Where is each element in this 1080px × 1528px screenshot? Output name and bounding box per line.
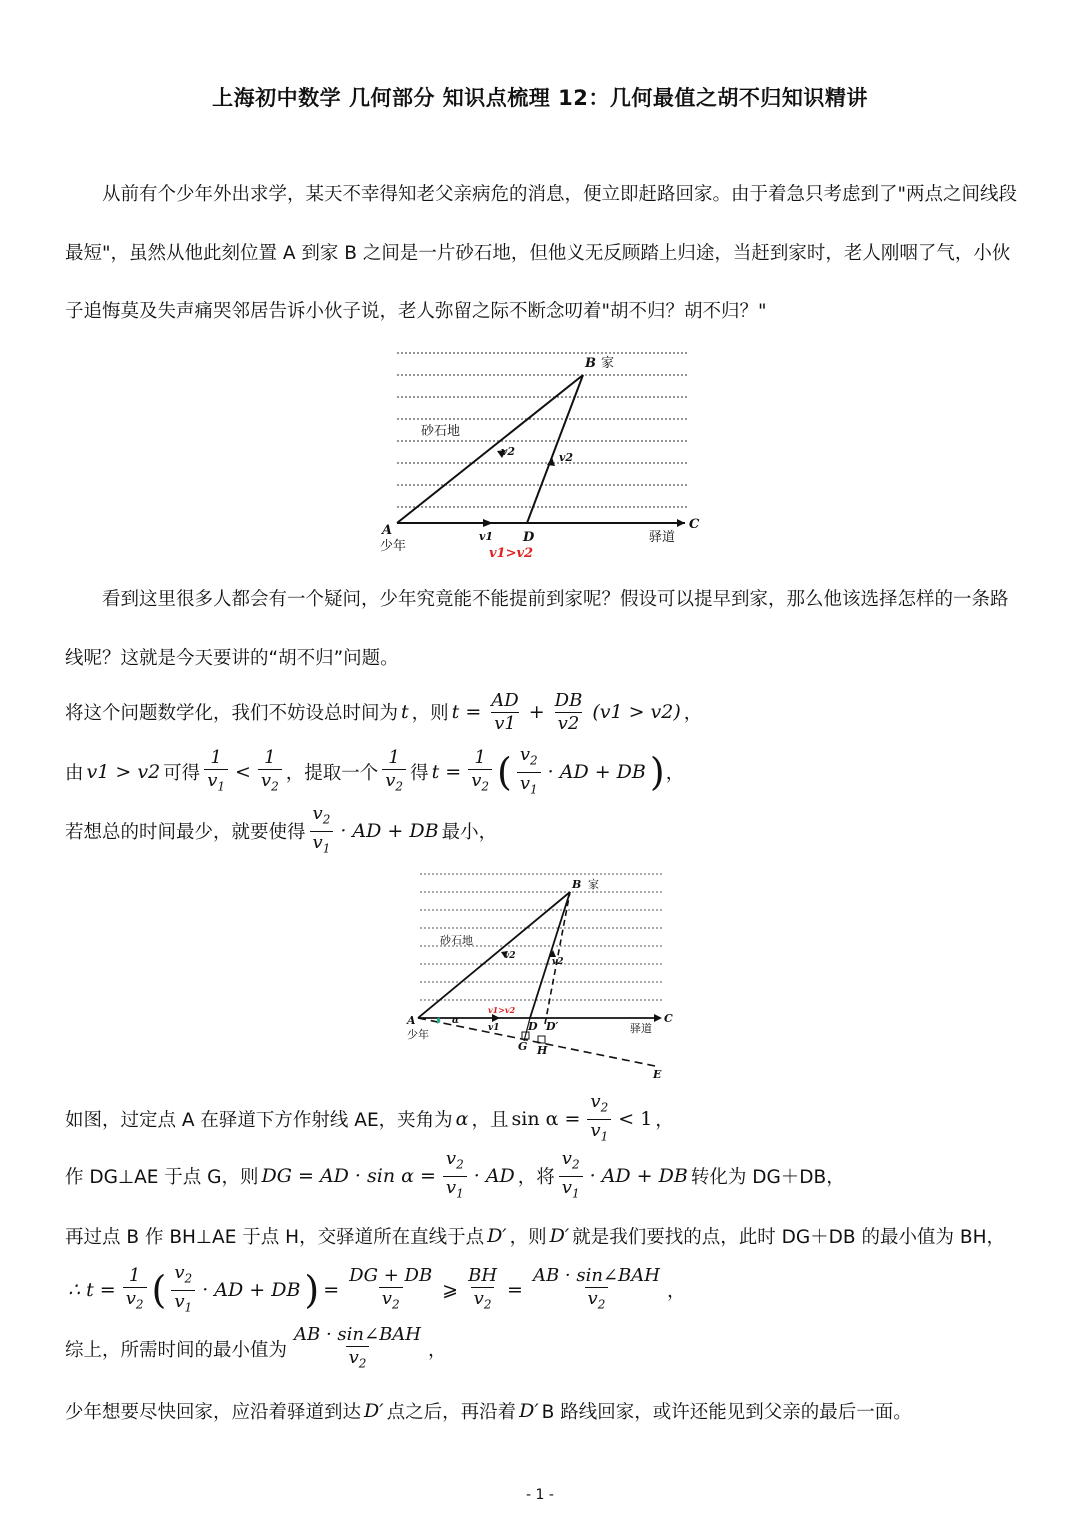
equation-line-1: 将这个问题数学化，我们不妨设总时间为 t ，则 t = $\frac{AD}{v1}$ + $\frac{DB}{v2}$ (v1 > v2) ， [65, 689, 703, 734]
label-home: 家 [601, 356, 615, 371]
svg-text:C: C [664, 1012, 673, 1025]
svg-text:家: 家 [588, 878, 599, 891]
equation-line-5: 作 DG⊥AE 于点 G，则 DG = AD · sin α = $\frac{v_2}{v_1}$ · AD ，将 $\frac{v_2}{v_1}$ · AD + DB 转化为 DG＋DB， [65, 1151, 845, 1201]
intro-paragraph: 从前有个少年外出求学，某天不幸得知老父亲病危的消息，便立即赶路回家。由于着急只考虑到了"两点之间线段最短"，虽然从他此刻位置 A 到家 B 之间是一片砂石地，但他义无反顾踏上归途，当赶到家时，老人刚咽了气，小伙子追悔莫及失声痛哭邻居告诉小伙子说，老人弥留之际不断念叨着"胡不归？胡不归？" [65, 184, 1018, 322]
equation-line-8: 综上，所需时间的最小值为 $\frac{\text{AB · sin∠BAH}}{v_2}$ ， [65, 1324, 447, 1374]
label-road: 驿道 [649, 530, 676, 545]
svg-text:D′: D′ [546, 1020, 559, 1033]
label-cond: v1>v2 [489, 546, 534, 561]
svg-text:砂石地: 砂石地 [440, 934, 473, 947]
label-B: B [585, 356, 596, 371]
svg-text:H: H [537, 1044, 548, 1057]
figure-hubugui-2 [400, 866, 680, 1086]
figure-hubugui-1 [375, 345, 705, 565]
label-C: C [689, 517, 700, 532]
label-v2b: v2 [559, 451, 574, 464]
svg-text:驿道: 驿道 [630, 1022, 652, 1035]
svg-text:v1: v1 [488, 1023, 500, 1033]
label-A: A [382, 523, 393, 538]
svg-text:E: E [653, 1068, 662, 1081]
svg-text:v2: v2 [504, 951, 516, 961]
equation-line-6: 再过点 B 作 BH⊥AE 于点 H，交驿道所在直线于点 D′ ，则 D′ 就是我们要找的点，此时 DG＋DB 的最小值为 BH， [65, 1225, 1005, 1248]
equation-line-2: 由 v1 > v2 可得 $\frac{1}{v_1}$ < $\frac{1}{v_2}$ ，提取一个 $\frac{1}{v_2}$ 得 t = $\frac{1}{v_2}$ ( $\frac{v_2}{v_1}$ · AD + DB ) ， [65, 746, 684, 798]
svg-text:少年: 少年 [407, 1028, 429, 1041]
question-paragraph: 看到这里很多人都会有一个疑问，少年究竟能不能提前到家呢？假设可以提早到家，那么他该选择怎样的一条路线呢？这就是今天要讲的“胡不归”问题。 [65, 589, 1009, 669]
label-D: D [523, 530, 535, 545]
label-v2a: v2 [501, 445, 516, 458]
equation-line-4: 如图，过定点 A 在驿道下方作射线 AE，夹角为 α ，且 sin α = $\frac{v_2}{v_1}$ < 1 ， [65, 1094, 674, 1144]
svg-text:B: B [572, 878, 582, 891]
svg-text:α: α [452, 1016, 459, 1026]
page-title: 上海初中数学 几何部分 知识点梳理 12：几何最值之胡不归知识精讲 [212, 86, 868, 110]
equation-line-7: ∴ t = $\frac{1}{v_2}$ ( $\frac{v_2}{v_1}$ · AD + DB ) = $\frac{DG + DB}{v_2}$ ⩾ $\frac{BH}{v_2}$ = $\frac{\text{AB · sin∠BAH}}{v_2}$ ， [65, 1264, 685, 1316]
svg-text:v1>v2: v1>v2 [488, 1005, 516, 1015]
svg-text:v2: v2 [552, 957, 564, 967]
label-youth: 少年 [380, 539, 407, 554]
label-sand: 砂石地 [421, 424, 461, 439]
page-number: - 1 - [526, 1487, 554, 1503]
svg-text:A: A [407, 1014, 416, 1027]
equation-line-9: 少年想要尽快回家，应沿着驿道到达 D′ 点之后，再沿着 D′ B 路线回家，或许还能见到父亲的最后一面。 [65, 1400, 912, 1423]
label-v1: v1 [479, 530, 494, 543]
svg-text:D: D [528, 1020, 538, 1033]
svg-text:G: G [518, 1040, 528, 1053]
equation-line-3: 若想总的时间最少，就要使得 $\frac{v_2}{v_1}$ · AD + DB 最小， [65, 806, 497, 856]
